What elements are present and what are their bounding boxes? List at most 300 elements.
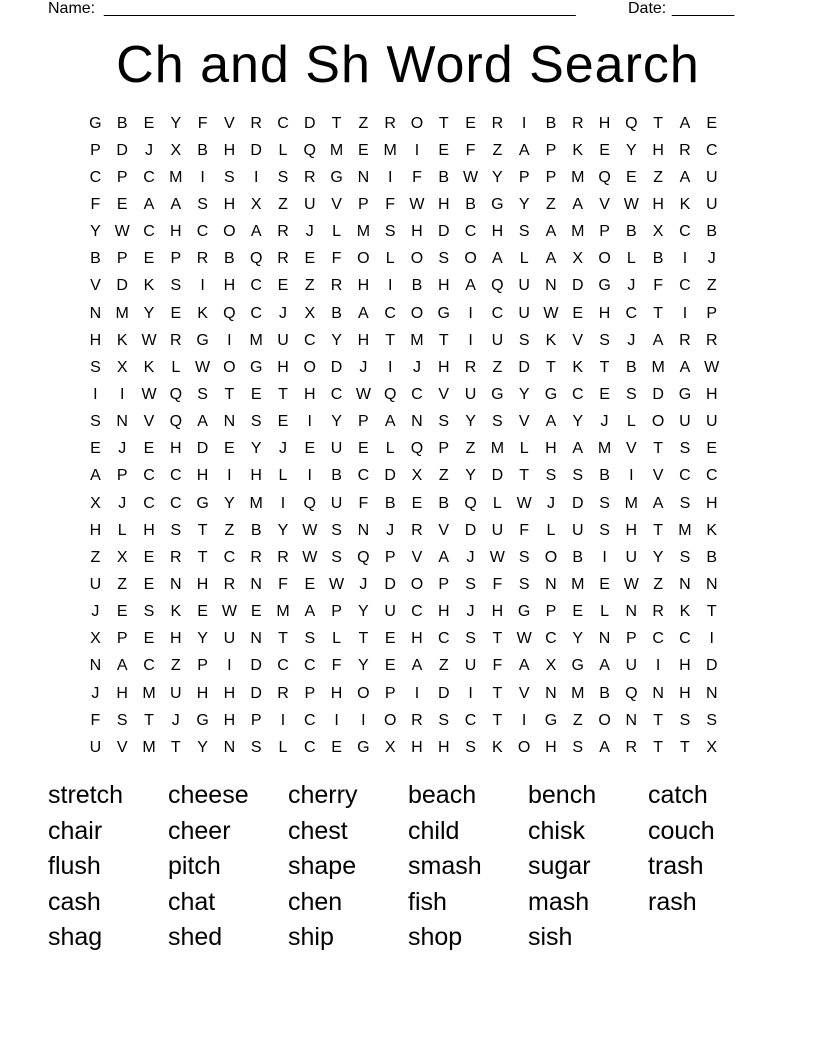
grid-letter: V: [599, 195, 610, 213]
grid-letter: D: [518, 358, 530, 376]
grid-letter: C: [384, 304, 396, 322]
grid-row: [82, 300, 742, 327]
grid-letter: D: [116, 141, 128, 159]
grid-letter: E: [572, 304, 584, 322]
grid-letter: V: [518, 684, 530, 702]
grid-letter: C: [143, 223, 155, 241]
grid-letter: Z: [438, 467, 449, 485]
grid-letter: W: [355, 385, 371, 403]
grid-letter: T: [653, 711, 664, 729]
grid-letter: M: [276, 603, 290, 621]
grid-letter: X: [116, 358, 128, 376]
grid-letter: L: [278, 738, 288, 756]
grid-letter: Y: [518, 385, 530, 403]
grid-letter: E: [116, 603, 128, 621]
grid-letter: O: [357, 250, 370, 268]
grid-letter: A: [90, 467, 101, 485]
grid-letter: C: [89, 168, 102, 186]
grid-letter: B: [599, 467, 610, 485]
grid-letter: S: [679, 494, 691, 512]
grid-letter: P: [116, 467, 128, 485]
grid-letter: X: [411, 467, 423, 485]
grid-letter: I: [468, 304, 473, 322]
grid-letter: J: [546, 494, 555, 512]
grid-letter: A: [170, 195, 182, 213]
grid-letter: N: [250, 630, 262, 648]
word-list-item: trash: [648, 852, 704, 881]
grid-letter: E: [706, 114, 718, 132]
grid-letter: L: [332, 630, 342, 648]
grid-letter: V: [411, 548, 423, 566]
grid-letter: N: [679, 575, 691, 593]
date-label: Date:: [628, 0, 667, 17]
grid-letter: C: [652, 630, 664, 648]
grid-letter: U: [223, 630, 236, 648]
grid-letter: M: [329, 141, 344, 159]
grid-row: [82, 463, 742, 490]
grid-letter: S: [599, 521, 610, 539]
grid-letter: C: [303, 657, 316, 675]
grid-letter: I: [709, 630, 714, 648]
grid-letter: S: [679, 440, 691, 458]
word-list-item: chest: [288, 816, 348, 845]
grid-letter: M: [169, 168, 183, 186]
grid-letter: L: [546, 521, 556, 539]
grid-letter: Q: [303, 494, 316, 512]
grid-letter: C: [571, 385, 584, 403]
grid-letter: B: [652, 250, 664, 268]
grid-letter: L: [626, 413, 636, 431]
grid-letter: L: [332, 223, 342, 241]
grid-row: [82, 409, 742, 436]
grid-letter: G: [89, 114, 102, 132]
grid-letter: N: [116, 413, 128, 431]
grid-letter: T: [492, 684, 503, 702]
grid-letter: T: [653, 304, 664, 322]
grid-letter: J: [627, 331, 636, 349]
grid-letter: E: [90, 440, 101, 458]
grid-letter: U: [384, 603, 396, 621]
grid-letter: J: [466, 548, 475, 566]
grid-letter: R: [625, 738, 638, 756]
grid-letter: W: [623, 195, 639, 213]
word-list-item: shape: [288, 852, 357, 881]
grid-letter: C: [491, 304, 504, 322]
grid-letter: R: [491, 114, 504, 132]
grid-letter: H: [223, 684, 236, 702]
grid-letter: P: [116, 250, 128, 268]
grid-letter: J: [278, 304, 287, 322]
grid-letter: H: [437, 358, 450, 376]
word-list-item: cash: [48, 887, 101, 916]
grid-letter: A: [358, 304, 369, 322]
grid-letter: L: [117, 521, 127, 539]
grid-letter: U: [679, 413, 691, 431]
grid-letter: D: [571, 494, 584, 512]
grid-letter: A: [679, 168, 691, 186]
grid-letter: Z: [653, 168, 664, 186]
grid-row: [82, 110, 742, 137]
grid-letter: L: [278, 467, 288, 485]
grid-letter: C: [411, 603, 423, 621]
grid-letter: N: [598, 630, 611, 648]
grid-letter: B: [250, 521, 262, 539]
grid-letter: V: [90, 277, 101, 295]
grid-letter: U: [330, 494, 343, 512]
grid-letter: H: [625, 521, 638, 539]
grid-row: [82, 273, 742, 300]
grid-letter: Z: [304, 277, 315, 295]
word-list-item: catch: [648, 781, 708, 809]
grid-letter: P: [545, 168, 557, 186]
grid-letter: C: [679, 630, 691, 648]
grid-letter: O: [410, 304, 424, 322]
grid-letter: T: [197, 521, 208, 539]
grid-letter: W: [302, 548, 318, 566]
grid-letter: T: [144, 711, 154, 729]
grid-letter: X: [116, 548, 128, 566]
grid-letter: H: [223, 141, 236, 159]
grid-letter: R: [571, 114, 584, 132]
grid-letter: U: [491, 331, 504, 349]
grid-letter: K: [679, 195, 691, 213]
grid-letter: U: [518, 304, 530, 322]
grid-letter: T: [492, 711, 503, 729]
grid-letter: Q: [223, 304, 236, 322]
grid-letter: N: [357, 168, 370, 186]
grid-letter: L: [278, 141, 288, 159]
grid-letter: L: [626, 250, 636, 268]
grid-letter: D: [116, 277, 128, 295]
grid-row: [82, 327, 742, 354]
grid-letter: W: [543, 304, 559, 322]
word-list-item: mash: [528, 887, 590, 916]
grid-letter: W: [302, 521, 318, 539]
grid-letter: R: [277, 250, 289, 268]
grid-letter: Y: [518, 195, 530, 213]
grid-letter: Q: [357, 548, 370, 566]
grid-letter: E: [143, 630, 155, 648]
grid-letter: F: [465, 141, 476, 159]
grid-letter: E: [250, 385, 262, 403]
grid-letter: Z: [492, 358, 503, 376]
grid-letter: Y: [465, 467, 476, 485]
grid-letter: S: [518, 223, 530, 241]
grid-letter: T: [278, 630, 288, 648]
grid-letter: A: [652, 331, 664, 349]
grid-letter: W: [516, 630, 532, 648]
grid-letter: D: [303, 114, 316, 132]
grid-letter: P: [170, 250, 182, 268]
grid-letter: F: [385, 195, 396, 213]
word-list-item: couch: [648, 816, 715, 845]
page-title: Ch and Sh Word Search: [116, 36, 700, 94]
grid-letter: A: [465, 277, 476, 295]
grid-letter: A: [679, 358, 691, 376]
grid-letter: E: [143, 250, 155, 268]
grid-letter: E: [143, 548, 155, 566]
grid-letter: C: [411, 385, 423, 403]
grid-letter: Y: [572, 630, 584, 648]
grid-letter: P: [358, 413, 369, 431]
grid-letter: O: [598, 250, 611, 268]
grid-letter: H: [223, 195, 236, 213]
grid-letter: M: [571, 168, 585, 186]
grid-letter: M: [571, 223, 585, 241]
grid-letter: D: [250, 684, 262, 702]
grid-letter: H: [411, 738, 423, 756]
header: [48, 0, 748, 22]
grid-letter: Z: [278, 195, 288, 213]
grid-letter: C: [250, 304, 262, 322]
grid-letter: K: [143, 277, 155, 295]
grid-letter: Y: [331, 331, 342, 349]
grid-letter: C: [143, 494, 155, 512]
grid-letter: P: [384, 548, 396, 566]
grid-letter: V: [438, 385, 450, 403]
grid-letter: S: [277, 168, 289, 186]
grid-letter: H: [545, 738, 557, 756]
word-list-item: cheer: [168, 816, 231, 845]
grid-letter: Z: [170, 657, 181, 675]
grid-row: [82, 626, 742, 653]
grid-letter: R: [679, 331, 691, 349]
grid-letter: E: [224, 440, 235, 458]
grid-letter: S: [679, 548, 691, 566]
grid-letter: U: [277, 331, 289, 349]
grid-letter: H: [357, 277, 370, 295]
grid-letter: Q: [491, 277, 504, 295]
grid-letter: C: [170, 494, 182, 512]
grid-letter: H: [598, 304, 611, 322]
grid-letter: O: [598, 711, 611, 729]
grid-letter: H: [357, 331, 370, 349]
grid-letter: K: [706, 521, 718, 539]
grid-letter: A: [438, 548, 450, 566]
word-list-item: stretch: [48, 781, 124, 809]
grid-letter: J: [359, 358, 368, 376]
grid-row: [82, 137, 742, 164]
grid-letter: C: [357, 467, 370, 485]
grid-letter: H: [223, 277, 236, 295]
grid-letter: I: [387, 277, 393, 295]
grid-letter: O: [651, 413, 665, 431]
grid-letter: Z: [572, 711, 583, 729]
word-list-item: shop: [408, 923, 463, 952]
grid-letter: N: [223, 738, 236, 756]
grid-letter: O: [357, 684, 370, 702]
grid-letter: E: [143, 114, 155, 132]
grid-letter: Q: [169, 385, 183, 403]
grid-letter: V: [224, 114, 235, 132]
grid-letter: Z: [224, 521, 235, 539]
grid-letter: G: [196, 331, 209, 349]
grid-letter: I: [200, 168, 205, 186]
grid-letter: E: [197, 603, 208, 621]
grid-letter: I: [387, 168, 393, 186]
grid-letter: U: [705, 195, 718, 213]
grid-letter: S: [599, 331, 610, 349]
grid-letter: L: [385, 250, 395, 268]
grid-letter: H: [705, 494, 718, 512]
grid-letter: U: [705, 413, 718, 431]
grid-letter: P: [545, 603, 557, 621]
grid-letter: C: [437, 630, 450, 648]
grid-letter: P: [331, 603, 342, 621]
grid-letter: B: [331, 304, 342, 322]
grid-letter: H: [679, 657, 691, 675]
grid-letter: X: [545, 657, 557, 675]
grid-letter: B: [626, 223, 637, 241]
grid-letter: E: [599, 575, 610, 593]
grid-letter: O: [410, 114, 424, 132]
word-list-item: chat: [168, 887, 216, 916]
grid-row: [82, 734, 742, 761]
word-list-item: smash: [408, 852, 482, 881]
grid-letter: T: [706, 603, 717, 621]
grid-letter: J: [144, 141, 153, 159]
grid-letter: X: [384, 738, 396, 756]
word-list-item: beach: [408, 781, 477, 809]
grid-letter: U: [518, 277, 530, 295]
grid-letter: B: [706, 223, 718, 241]
grid-letter: S: [465, 630, 476, 648]
word-list-item: cheese: [168, 781, 249, 809]
grid-letter: P: [438, 575, 450, 593]
grid-row: [82, 599, 742, 626]
grid-letter: R: [170, 331, 182, 349]
grid-letter: K: [679, 603, 691, 621]
grid-letter: C: [303, 711, 316, 729]
grid-letter: I: [629, 467, 634, 485]
grid-letter: I: [227, 331, 232, 349]
grid-letter: P: [116, 630, 128, 648]
grid-letter: G: [571, 657, 584, 675]
grid-letter: I: [387, 358, 393, 376]
grid-row: [82, 653, 742, 680]
grid-letter: E: [304, 575, 316, 593]
grid-letter: F: [492, 657, 503, 675]
grid-letter: S: [143, 603, 155, 621]
word-list-item: ship: [288, 923, 334, 952]
grid-letter: P: [358, 195, 369, 213]
grid-letter: Y: [652, 548, 664, 566]
grid-letter: A: [411, 657, 423, 675]
grid-letter: I: [200, 277, 205, 295]
grid-letter: J: [91, 603, 100, 621]
grid-letter: A: [197, 413, 208, 431]
grid-letter: H: [116, 684, 128, 702]
grid-letter: S: [90, 358, 101, 376]
grid-letter: P: [250, 711, 262, 729]
grid-letter: P: [90, 141, 101, 159]
word-list-item: chisk: [528, 816, 585, 845]
grid-letter: J: [305, 223, 314, 241]
grid-letter: P: [599, 223, 610, 241]
grid-letter: J: [466, 603, 475, 621]
grid-letter: N: [170, 575, 182, 593]
grid-letter: O: [464, 250, 477, 268]
grid-letter: N: [250, 575, 262, 593]
grid-letter: T: [438, 331, 449, 349]
grid-letter: D: [384, 575, 396, 593]
grid-letter: W: [516, 494, 532, 512]
grid-letter: B: [465, 195, 476, 213]
grid-letter: B: [116, 114, 128, 132]
grid-letter: E: [384, 657, 396, 675]
grid-letter: J: [91, 684, 100, 702]
grid-letter: I: [119, 385, 125, 403]
grid-letter: Y: [250, 440, 262, 458]
grid-letter: Q: [625, 114, 638, 132]
grid-row: [82, 381, 742, 408]
grid-letter: L: [492, 494, 502, 512]
grid-letter: J: [412, 358, 421, 376]
grid-letter: S: [438, 413, 450, 431]
grid-letter: Q: [249, 250, 263, 268]
grid-letter: O: [517, 738, 531, 756]
grid-letter: D: [196, 440, 209, 458]
grid-letter: B: [331, 467, 342, 485]
grid-letter: J: [278, 440, 287, 458]
grid-letter: E: [277, 413, 289, 431]
word-list-item: rash: [648, 887, 697, 916]
grid-letter: V: [518, 413, 530, 431]
grid-letter: G: [491, 195, 504, 213]
grid-letter: G: [598, 277, 611, 295]
grid-letter: J: [707, 250, 716, 268]
grid-row: [82, 219, 742, 246]
grid-letter: H: [170, 630, 182, 648]
grid-letter: C: [143, 467, 155, 485]
grid-letter: H: [330, 684, 343, 702]
grid-letter: X: [250, 195, 262, 213]
grid-letter: A: [572, 195, 584, 213]
grid-letter: R: [464, 358, 477, 376]
grid-letter: C: [170, 467, 182, 485]
grid-letter: E: [411, 494, 423, 512]
grid-letter: M: [490, 440, 505, 458]
grid-letter: R: [679, 141, 691, 159]
word-list-item: cherry: [288, 781, 358, 809]
grid-letter: U: [170, 684, 182, 702]
word-list-item: bench: [528, 781, 597, 809]
date-blank-line: _______: [672, 0, 735, 17]
grid-letter: N: [625, 603, 638, 621]
grid-letter: Z: [653, 575, 664, 593]
grid-letter: B: [438, 494, 450, 512]
word-list-item: shed: [168, 923, 223, 952]
grid-letter: I: [468, 331, 473, 349]
grid-letter: H: [491, 223, 504, 241]
grid-letter: F: [519, 521, 530, 539]
grid-letter: B: [572, 548, 584, 566]
grid-letter: P: [545, 141, 557, 159]
grid-letter: E: [304, 440, 316, 458]
grid-letter: H: [652, 195, 664, 213]
grid-letter: U: [464, 657, 477, 675]
grid-letter: A: [545, 223, 557, 241]
grid-letter: O: [303, 358, 316, 376]
grid-letter: N: [223, 413, 236, 431]
grid-letter: K: [545, 331, 557, 349]
grid-letter: E: [331, 738, 342, 756]
grid-letter: A: [143, 195, 155, 213]
grid-letter: B: [626, 358, 637, 376]
grid-letter: A: [116, 657, 128, 675]
grid-letter: Y: [277, 521, 289, 539]
word-list: [48, 778, 768, 956]
